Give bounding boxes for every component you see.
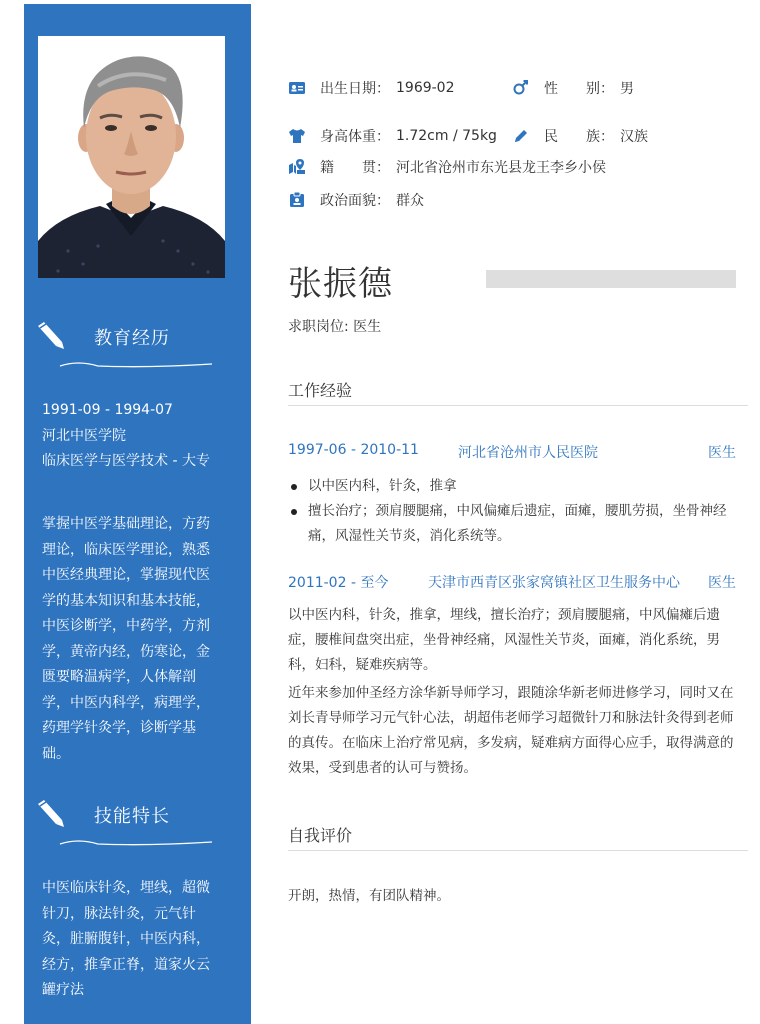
work-entry-1-org: 河北省沧州市人民医院 bbox=[458, 445, 598, 461]
work-entry-2-paragraph-1: 以中医内科，针灸，推拿，埋线，擅长治疗；颈肩腰腿痛，中风偏瘫后遗症，腰椎间盘突出症，坐骨神经痛，风湿性关节炎，面瘫，消化系统，男科，妇科，疑难疾病等。 bbox=[288, 607, 720, 673]
work-entry-1-role: 医生 bbox=[708, 445, 736, 461]
work-entry-1-bullets bbox=[288, 474, 740, 549]
info-row-political bbox=[288, 190, 424, 210]
info-row-ethnicity bbox=[512, 126, 648, 146]
height-weight-label: 身高体重： bbox=[320, 129, 390, 145]
skills-heading bbox=[24, 794, 251, 844]
job-value: 医生 bbox=[353, 319, 382, 335]
education-period: 1991-09 - 1994-07 bbox=[42, 402, 173, 418]
height-weight-value: 1.72cm / 75kg bbox=[396, 128, 497, 144]
pencil-icon bbox=[32, 796, 66, 830]
work-entry-1-header bbox=[288, 442, 736, 462]
self-eval-title: 自我评价 bbox=[288, 826, 353, 845]
heading-underline bbox=[58, 832, 214, 850]
work-entry-2-header bbox=[288, 572, 736, 592]
candidate-name: 张振德 bbox=[288, 264, 393, 304]
badge-icon bbox=[288, 191, 306, 209]
map-pin-icon bbox=[288, 158, 306, 176]
skills-title: 技能特长 bbox=[94, 806, 170, 827]
education-block bbox=[42, 398, 217, 475]
job-target bbox=[288, 316, 381, 336]
work-entry-2-paragraph-2: 近年来参加仲圣经方涂华新导师学习，跟随涂华新老师进修学习，同时又在刘长青导师学习元气针心法，胡超伟老师学习超微针刀和脉法针灸得到老师的真传。在临床上治疗常见病，多发病，疑难病方面得心应手，取得满意的效果，受到患者的认可与赞扬。 bbox=[288, 685, 734, 776]
work-title: 工作经验 bbox=[288, 381, 353, 400]
work-entry-2-period: 2011-02 - 至今 bbox=[288, 575, 389, 591]
work-divider bbox=[288, 405, 748, 406]
political-value: 群众 bbox=[396, 193, 424, 209]
list-item: 擅长治疗；颈肩腰腿痛，中风偏瘫后遗症，面瘫，腰肌劳损，坐骨神经痛，风湿性关节炎，消化系统等。 bbox=[288, 499, 740, 549]
info-row-birth bbox=[288, 78, 455, 98]
info-row-native bbox=[288, 157, 606, 177]
native-value: 河北省沧州市东光县龙王李乡小侯 bbox=[396, 160, 606, 176]
education-title: 教育经历 bbox=[94, 328, 170, 349]
education-school: 河北中医学院 bbox=[42, 427, 126, 444]
ethnicity-label: 民 族： bbox=[544, 129, 614, 145]
sidebar bbox=[24, 4, 251, 1024]
shirt-icon bbox=[288, 127, 306, 145]
education-heading bbox=[24, 316, 251, 366]
political-label: 政治面貌： bbox=[320, 193, 390, 209]
pen-icon bbox=[512, 127, 530, 145]
birth-value: 1969-02 bbox=[396, 80, 455, 96]
ethnicity-value: 汉族 bbox=[620, 129, 648, 145]
work-entry-2-role: 医生 bbox=[708, 575, 736, 591]
work-entry-1-period: 1997-06 - 2010-11 bbox=[288, 442, 419, 458]
gender-value: 男 bbox=[620, 81, 634, 97]
gender-icon bbox=[512, 79, 530, 97]
id-card-icon bbox=[288, 79, 306, 97]
native-label: 籍 贯： bbox=[320, 160, 390, 176]
heading-underline bbox=[58, 354, 214, 372]
profile-photo bbox=[38, 36, 225, 278]
education-description: 掌握中医学基础理论，方药理论，临床医学理论，熟悉中医经典理论，掌握现代医学的基本知识和基本技能，中医诊断学，中药学，方剂学，黄帝内经，伤寒论，金匮要略温病学，人体解剖学，中医内科学，病理学，药理学针灸学，诊断学基础。 bbox=[42, 516, 210, 762]
self-eval-divider bbox=[288, 850, 748, 851]
skills-description: 中医临床针灸，埋线，超微针刀，脉法针灸，元气针灸，脏腑腹针，中医内科，经方，推拿正脊，道家火云罐疗法 bbox=[42, 880, 210, 998]
gender-label: 性 别： bbox=[544, 81, 614, 97]
info-row-height bbox=[288, 126, 497, 146]
birth-label: 出生日期： bbox=[320, 81, 390, 97]
info-row-gender bbox=[512, 78, 634, 98]
pencil-icon bbox=[32, 318, 66, 352]
self-eval-text: 开朗，热情，有团队精神。 bbox=[288, 888, 450, 904]
education-major: 临床医学与医学技术 - 大专 bbox=[42, 453, 210, 469]
job-label: 求职岗位: bbox=[288, 319, 349, 335]
list-item: 以中医内科，针灸，推拿 bbox=[288, 474, 740, 499]
redacted-bar bbox=[486, 270, 736, 288]
work-entry-2-org: 天津市西青区张家窝镇社区卫生服务中心 bbox=[428, 575, 680, 591]
